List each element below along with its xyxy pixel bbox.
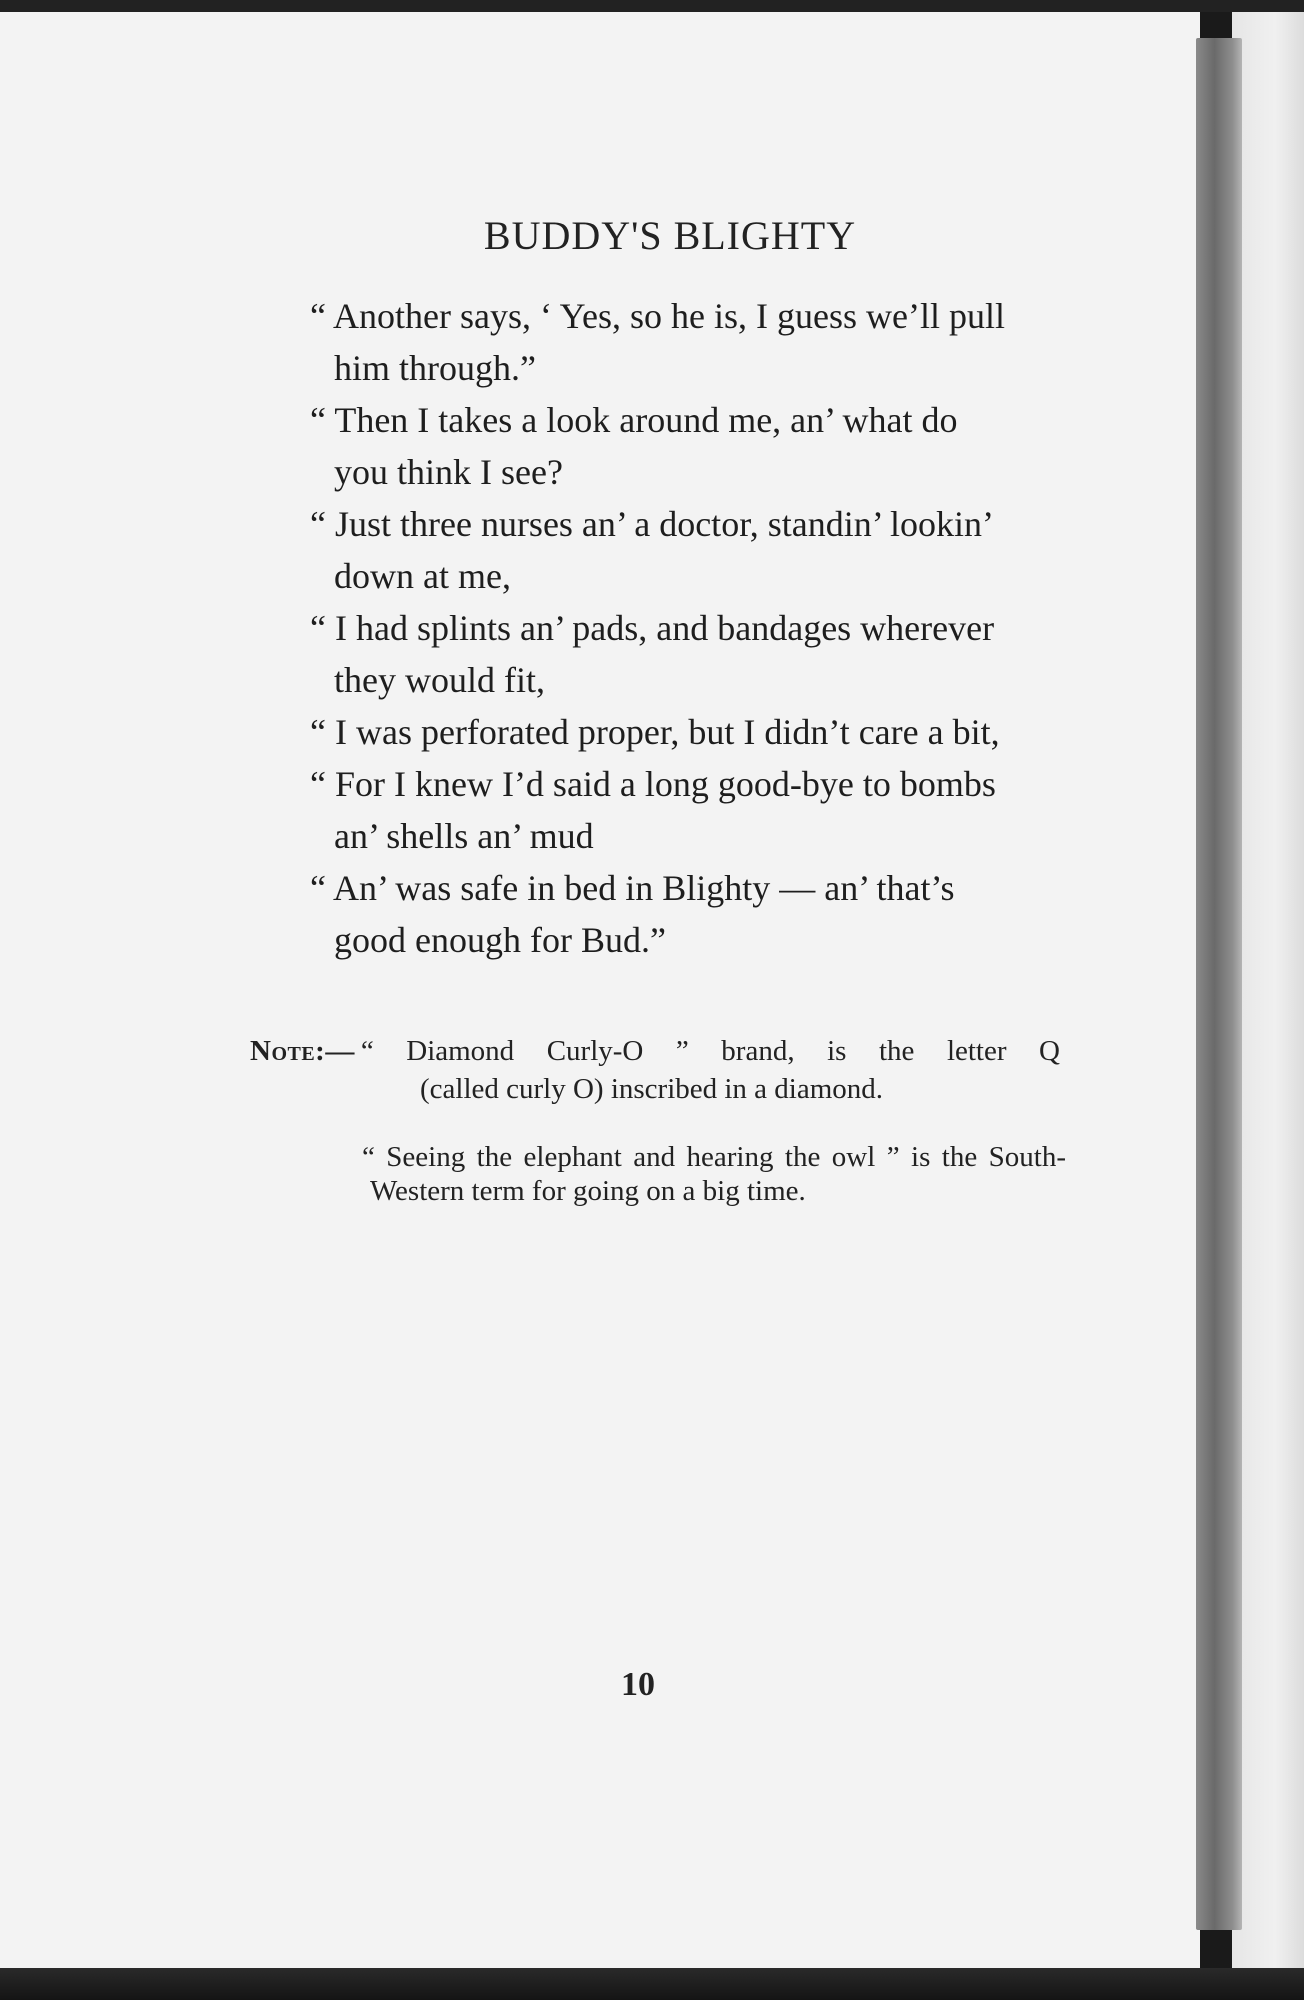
- poem-line: [262, 862, 1072, 966]
- poem-line-continuation: they would fit,: [334, 660, 545, 700]
- page-number: 10: [621, 1666, 655, 1703]
- poem-line: [262, 394, 1072, 498]
- book-page: [0, 12, 1200, 1968]
- footnote-2: “ Seeing the elephant and hearing the owl ” is the South-Western term for going on a big time.: [362, 1141, 1066, 1207]
- page-edge-shadow: [1196, 38, 1242, 1930]
- note-label: Note:—: [250, 1035, 355, 1067]
- poem-line: [262, 498, 1072, 602]
- footnote-1: [250, 1032, 1060, 1108]
- scan-top-border: [0, 0, 1304, 12]
- poem-line-continuation: you think I see?: [334, 452, 563, 492]
- poem-line-first: “ Just three nurses an’ a doctor, standin’ lookin’: [310, 504, 995, 544]
- poem-line-continuation: good enough for Bud.”: [334, 920, 666, 960]
- note-1-line-1: “ Diamond Curly-O ” brand, is the letter Q: [360, 1035, 1060, 1067]
- poem-line-first: “ Then I takes a look around me, an’ what do: [310, 400, 958, 440]
- poem-line: [262, 706, 1072, 758]
- poem-line-first: “ An’ was safe in bed in Blighty — an’ that’s: [310, 868, 955, 908]
- poem-line-continuation: an’ shells an’ mud: [334, 816, 594, 856]
- poem-line-first: “ I had splints an’ pads, and bandages wherever: [310, 608, 995, 648]
- poem-line-first: “ Another says, ‘ Yes, so he is, I guess we’ll pull: [310, 296, 1005, 336]
- poem-line-first: “ For I knew I’d said a long good-bye to bombs: [310, 764, 996, 804]
- poem-line: [262, 758, 1072, 862]
- note-1-line-2: (called curly O) inscribed in a diamond.: [420, 1073, 884, 1105]
- poem-line-continuation: down at me,: [334, 556, 511, 596]
- scan-bottom-border: [0, 1968, 1304, 2000]
- poem-line-continuation: him through.”: [334, 348, 536, 388]
- running-head: BUDDY'S BLIGHTY: [483, 213, 857, 258]
- poem-line: [262, 290, 1072, 394]
- poem-line: [262, 602, 1072, 706]
- poem-body: [262, 290, 1072, 966]
- poem-line-first: “ I was perforated proper, but I didn’t care a bit,: [310, 712, 1000, 752]
